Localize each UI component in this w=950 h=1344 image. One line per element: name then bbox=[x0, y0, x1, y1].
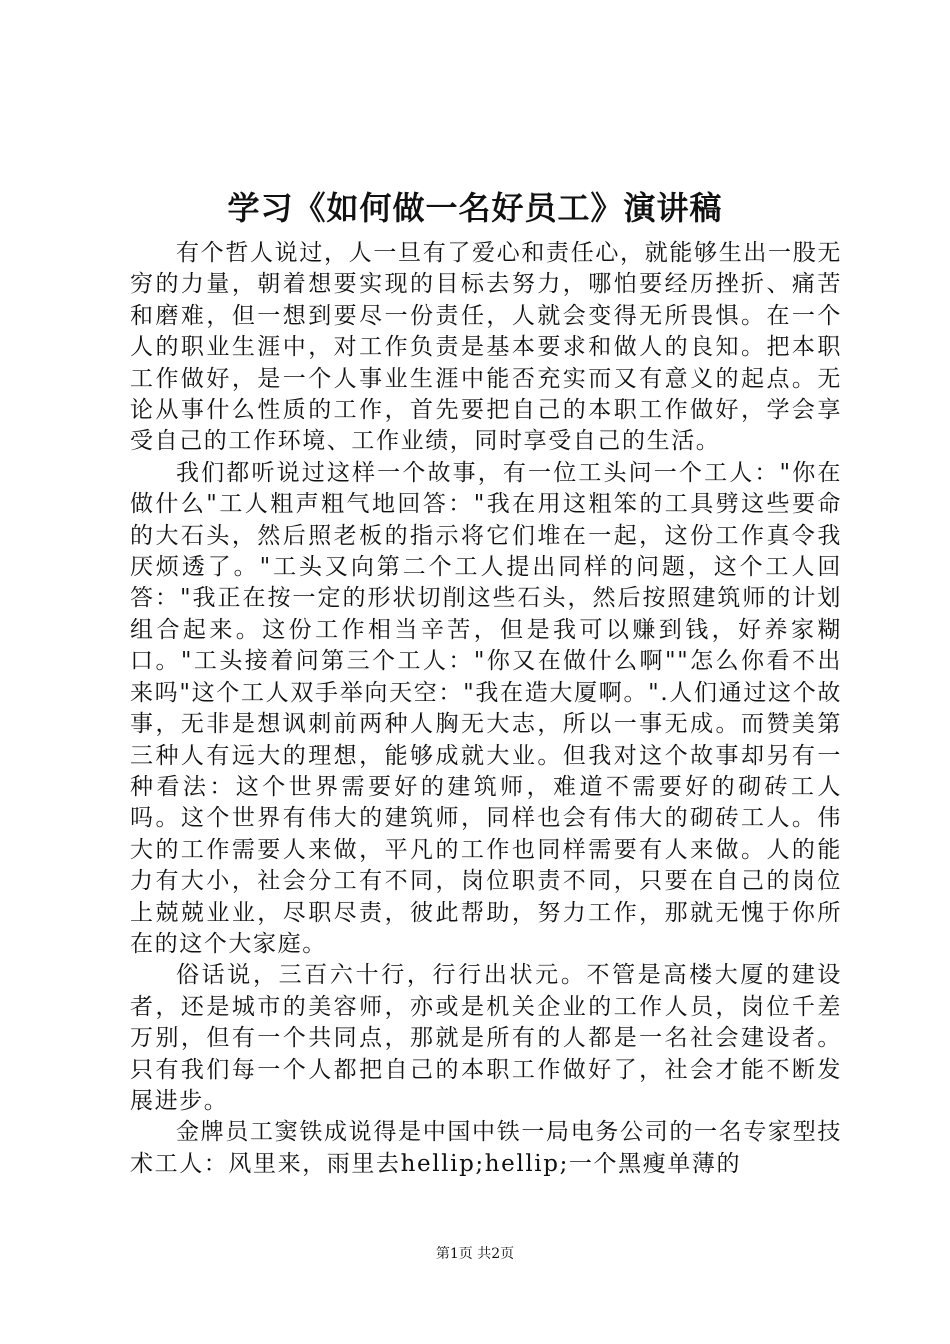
paragraph-4: 金牌员工窦铁成说得是中国中铁一局电务公司的一名专家型技术工人：风里来，雨里去hellip;hellip;一个黑瘦单薄的 bbox=[130, 1119, 842, 1177]
paragraph-2: 我们都听说过这样一个故事，有一位工头问一个工人："你在做什么"工人粗声粗气地回答："我在用这粗笨的工具劈这些要命的大石头，然后照老板的指示将它们堆在一起，这份工作真令我厌烦透了。"工头又向第二个工人提出同样的问题，这个工人回答："我正在按一定的形状切削这些石头，然后按照建筑师的计划组合起来。这份工作相当辛苦，但是我可以赚到钱，好养家糊口。"工头接着问第三个工人："你又在做什么啊""怎么你看不出来吗"这个工人双手举向天空："我在造大厦啊。".人们通过这个故事，无非是想讽刺前两种人胸无大志，所以一事无成。而赞美第三种人有远大的理想，能够成就大业。但我对这个故事却另有一种看法：这个世界需要好的建筑师，难道不需要好的砌砖工人吗。这个世界有伟大的建筑师，同样也会有伟大的砌砖工人。伟大的工作需要人来做，平凡的工作也同样需要有人来做。人的能力有大小，社会分工有不同，岗位职责不同，只要在自己的岗位上兢兢业业，尽职尽责，彼此帮助，努力工作，那就无愧于你所在的这个大家庭。 bbox=[130, 459, 842, 957]
paragraph-1: 有个哲人说过，人一旦有了爱心和责任心，就能够生出一股无穷的力量，朝着想要实现的目标去努力，哪怕要经历挫折、痛苦和磨难，但一想到要尽一份责任，人就会变得无所畏惧。在一个人的职业生涯中，对工作负责是基本要求和做人的良知。把本职工作做好，是一个人事业生涯中能否充实而又有意义的起点。无论从事什么性质的工作，首先要把自己的本职工作做好，学会享受自己的工作环境、工作业绩，同时享受自己的生活。 bbox=[130, 240, 842, 455]
paragraph-3: 俗话说，三百六十行，行行出状元。不管是高楼大厦的建设者，还是城市的美容师，亦或是机关企业的工作人员，岗位千差万别，但有一个共同点，那就是所有的人都是一名社会建设者。只有我们每一个人都把自己的本职工作做好了，社会才能不断发展进步。 bbox=[130, 962, 842, 1114]
page-title: 学习《如何做一名好员工》演讲稿 bbox=[227, 189, 723, 227]
page-footer: 第1页 共2页 bbox=[435, 1246, 515, 1262]
document-body bbox=[130, 238, 842, 1180]
